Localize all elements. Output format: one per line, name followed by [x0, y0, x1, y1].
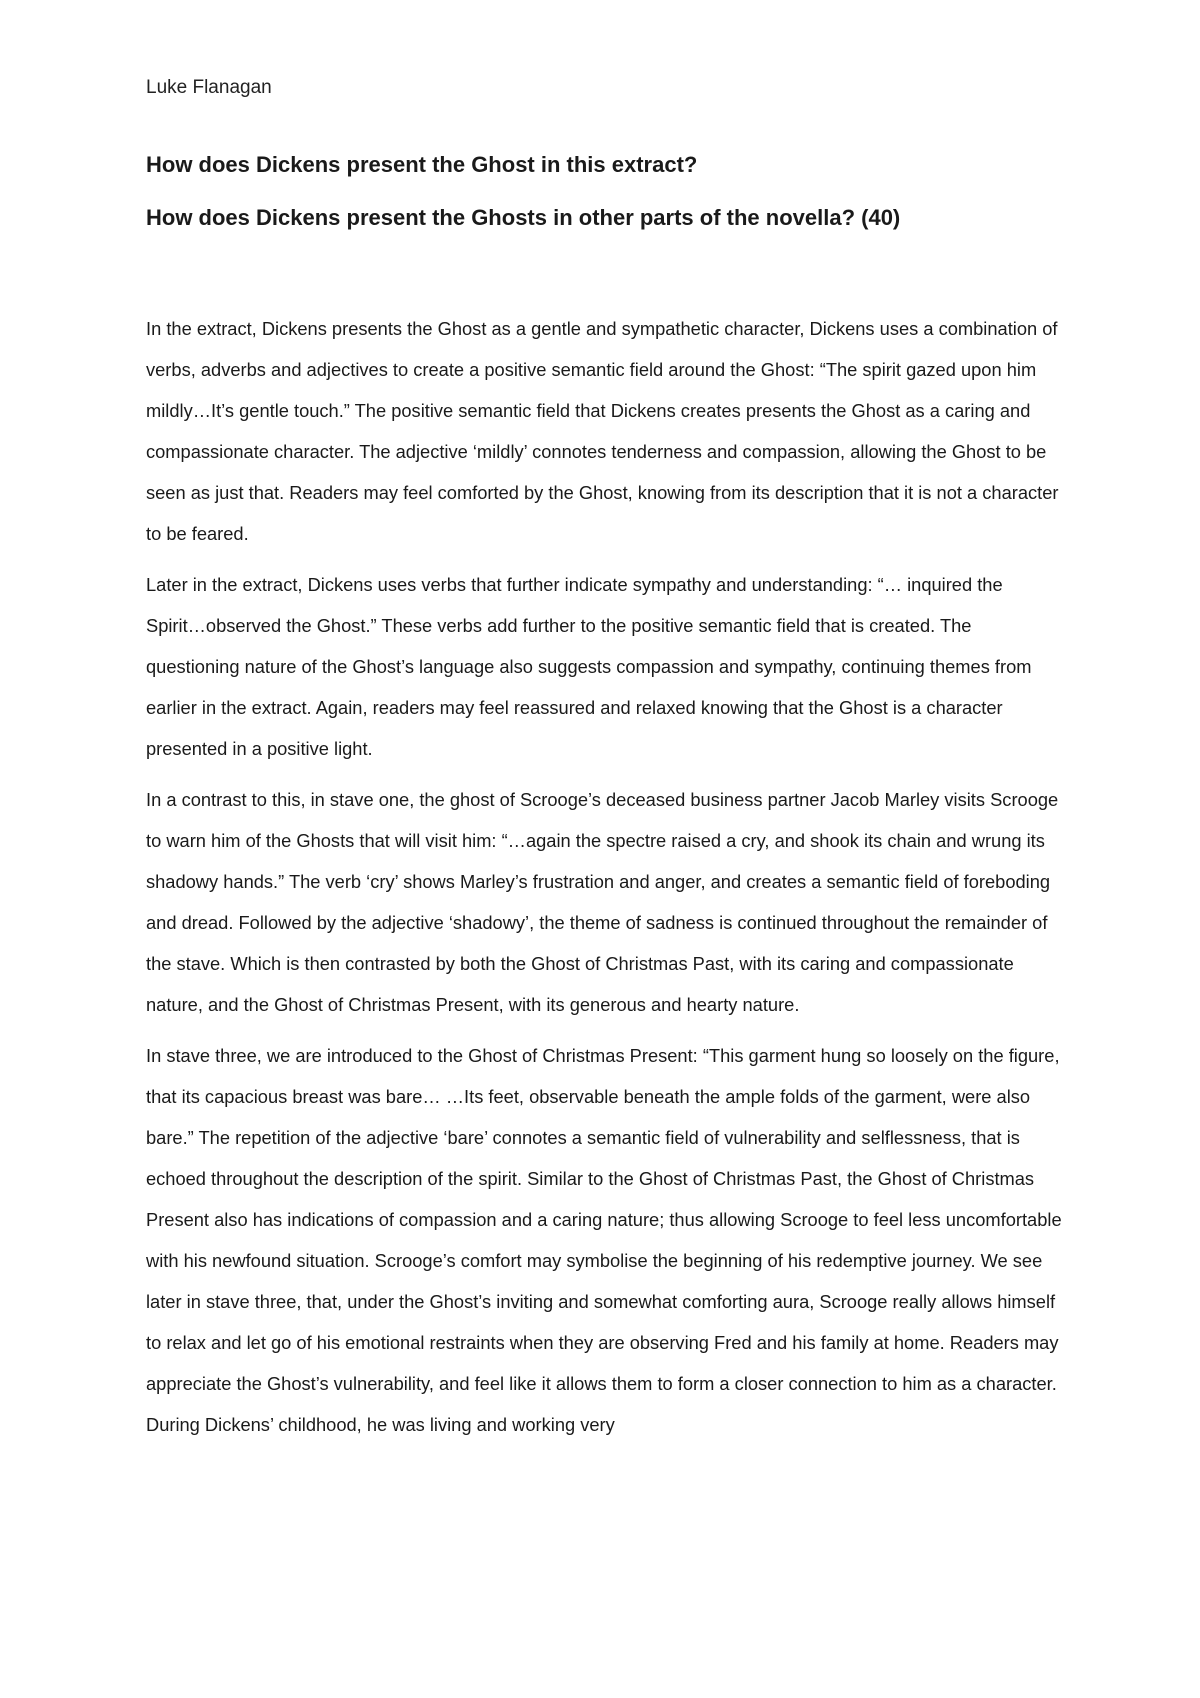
- essay-paragraph-1: In the extract, Dickens presents the Ghost as a gentle and sympathetic character, Dickens uses a combination of verbs, adverbs and adjectives to create a positive semantic field around the Ghost: “The spirit gazed upon him mildly…It’s gentle touch.” The positive semantic field that Dickens creates presents the Ghost as a caring and compassionate character. The adjective ‘mildly’ connotes tenderness and compassion, allowing the Ghost to be seen as just that. Readers may feel comforted by the Ghost, knowing from its description that it is not a character to be feared.: [146, 318, 1059, 544]
- essay-question-1: How does Dickens present the Ghost in this extract?: [146, 152, 698, 177]
- essay-body: [146, 308, 1064, 1455]
- essay-paragraph-2: Later in the extract, Dickens uses verbs that further indicate sympathy and understanding: “… inquired the Spirit…observed the Ghost.” These verbs add further to the positive semantic field that is created. The questioning nature of the Ghost’s language also suggests compassion and sympathy, continuing themes from earlier in the extract. Again, readers may feel reassured and relaxed knowing that the Ghost is a character presented in a positive light.: [146, 574, 1032, 759]
- essay-paragraph-3: In a contrast to this, in stave one, the ghost of Scrooge’s deceased business partner Jacob Marley visits Scrooge to warn him of the Ghosts that will visit him: “…again the spectre raised a cry, and shook its chain and wrung its shadowy hands.” The verb ‘cry’ shows Marley’s frustration and anger, and creates a semantic field of foreboding and dread. Followed by the adjective ‘shadowy’, the theme of sadness is continued throughout the remainder of the stave. Which is then contrasted by both the Ghost of Christmas Past, with its caring and compassionate nature, and the Ghost of Christmas Present, with its generous and hearty nature.: [146, 789, 1059, 1015]
- essay-paragraph-4: In stave three, we are introduced to the Ghost of Christmas Present: “This garment hung so loosely on the figure, that its capacious breast was bare… …Its feet, observable beneath the ample folds of the garment, were also bare.” The repetition of the adjective ‘bare’ connotes a semantic field of vulnerability and selflessness, that is echoed throughout the description of the spirit. Similar to the Ghost of Christmas Past, the Ghost of Christmas Present also has indications of compassion and a caring nature; thus allowing Scrooge to feel less uncomfortable with his newfound situation. Scrooge’s comfort may symbolise the beginning of his redemptive journey. We see later in stave three, that, under the Ghost’s inviting and somewhat comforting aura, Scrooge really allows himself to relax and let go of his emotional restraints when they are observing Fred and his family at home. Readers may appreciate the Ghost’s vulnerability, and feel like it allows them to form a closer connection to him as a character. During Dickens’ childhood, he was living and working very: [146, 1045, 1062, 1435]
- author-name: Luke Flanagan: [146, 77, 272, 98]
- essay-question-2: How does Dickens present the Ghosts in other parts of the novella? (40): [146, 205, 901, 230]
